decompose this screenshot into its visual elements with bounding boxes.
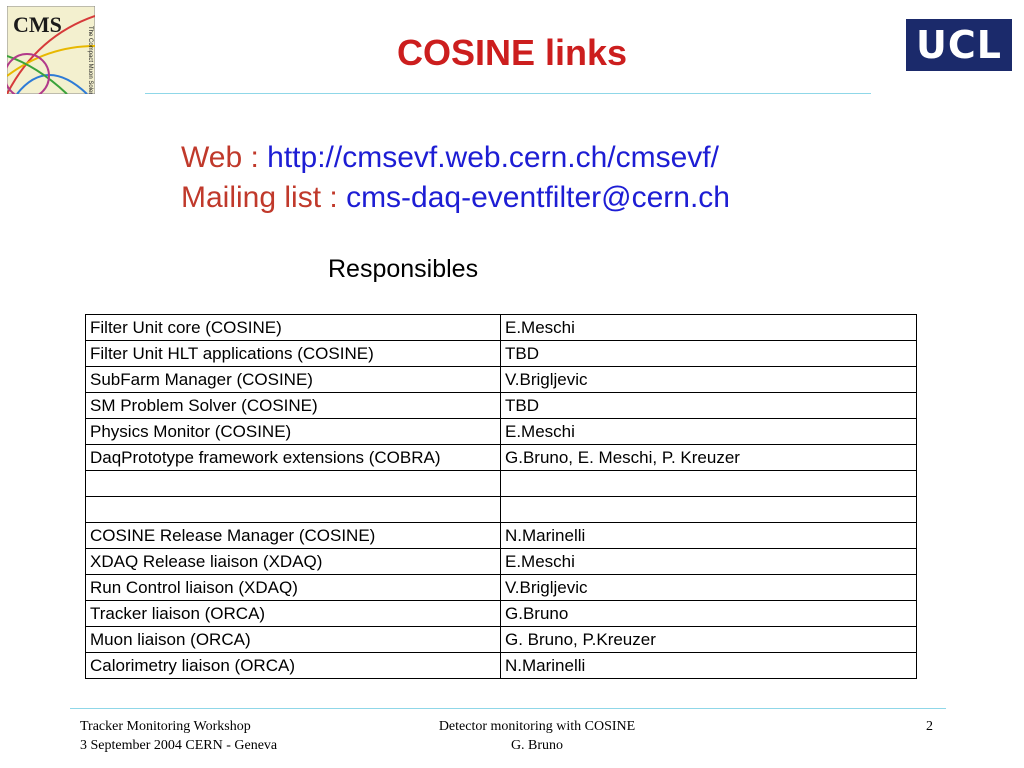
- role-cell: XDAQ Release liaison (XDAQ): [86, 549, 501, 575]
- person-cell: V.Brigljevic: [501, 575, 917, 601]
- person-cell: G.Bruno, E. Meschi, P. Kreuzer: [501, 445, 917, 471]
- role-cell: [86, 497, 501, 523]
- role-cell: SubFarm Manager (COSINE): [86, 367, 501, 393]
- role-cell: Calorimetry liaison (ORCA): [86, 653, 501, 679]
- footer-author: G. Bruno: [510, 738, 564, 753]
- role-cell: Filter Unit core (COSINE): [86, 315, 501, 341]
- person-cell: E.Meschi: [501, 419, 917, 445]
- ucl-logo-text: UCL: [916, 23, 1002, 67]
- role-cell: SM Problem Solver (COSINE): [86, 393, 501, 419]
- cms-logo-text: CMS: [13, 12, 62, 37]
- mailing-list-line: [181, 178, 730, 218]
- role-cell: [86, 471, 501, 497]
- responsibles-heading: Responsibles: [328, 255, 479, 283]
- footer-talk-title: Detector monitoring with COSINE: [438, 719, 636, 734]
- role-cell: Tracker liaison (ORCA): [86, 601, 501, 627]
- role-cell: Run Control liaison (XDAQ): [86, 575, 501, 601]
- footer-divider: [70, 708, 946, 709]
- footer-center: [387, 717, 687, 755]
- role-cell: Filter Unit HLT applications (COSINE): [86, 341, 501, 367]
- table-row: [86, 341, 917, 367]
- table-row: [86, 367, 917, 393]
- page-title: COSINE links: [396, 32, 628, 73]
- table-row: [86, 601, 917, 627]
- role-cell: DaqPrototype framework extensions (COBRA): [86, 445, 501, 471]
- footer-date-location: 3 September 2004 CERN - Geneva: [80, 738, 278, 753]
- person-cell: N.Marinelli: [501, 523, 917, 549]
- person-cell: G. Bruno, P.Kreuzer: [501, 627, 917, 653]
- table-row: [86, 549, 917, 575]
- table-row: [86, 653, 917, 679]
- responsibles-table: [85, 314, 917, 679]
- person-cell: TBD: [501, 341, 917, 367]
- table-row: [86, 497, 917, 523]
- cms-logo-subtext: The Compact Muon Solenoid: [87, 26, 93, 94]
- footer-left: [80, 717, 277, 755]
- web-link[interactable]: http://cmsevf.web.cern.ch/cmsevf/: [267, 141, 719, 174]
- table-row: [86, 575, 917, 601]
- table-row: [86, 315, 917, 341]
- role-cell: COSINE Release Manager (COSINE): [86, 523, 501, 549]
- mailing-list-link[interactable]: cms-daq-eventfilter@cern.ch: [346, 181, 730, 214]
- header-divider: [145, 93, 871, 94]
- table-row: [86, 471, 917, 497]
- links-block: [181, 138, 730, 218]
- web-label: Web :: [181, 141, 259, 174]
- table-row: [86, 393, 917, 419]
- person-cell: [501, 471, 917, 497]
- table-row: [86, 419, 917, 445]
- role-cell: Physics Monitor (COSINE): [86, 419, 501, 445]
- page-number: 2: [926, 719, 933, 734]
- footer-event: Tracker Monitoring Workshop: [80, 719, 251, 734]
- person-cell: G.Bruno: [501, 601, 917, 627]
- person-cell: N.Marinelli: [501, 653, 917, 679]
- person-cell: E.Meschi: [501, 549, 917, 575]
- person-cell: V.Brigljevic: [501, 367, 917, 393]
- mailing-list-label: Mailing list :: [181, 181, 338, 214]
- table-row: [86, 523, 917, 549]
- table-row: [86, 627, 917, 653]
- person-cell: [501, 497, 917, 523]
- person-cell: TBD: [501, 393, 917, 419]
- table-row: [86, 445, 917, 471]
- web-line: [181, 138, 730, 178]
- person-cell: E.Meschi: [501, 315, 917, 341]
- role-cell: Muon liaison (ORCA): [86, 627, 501, 653]
